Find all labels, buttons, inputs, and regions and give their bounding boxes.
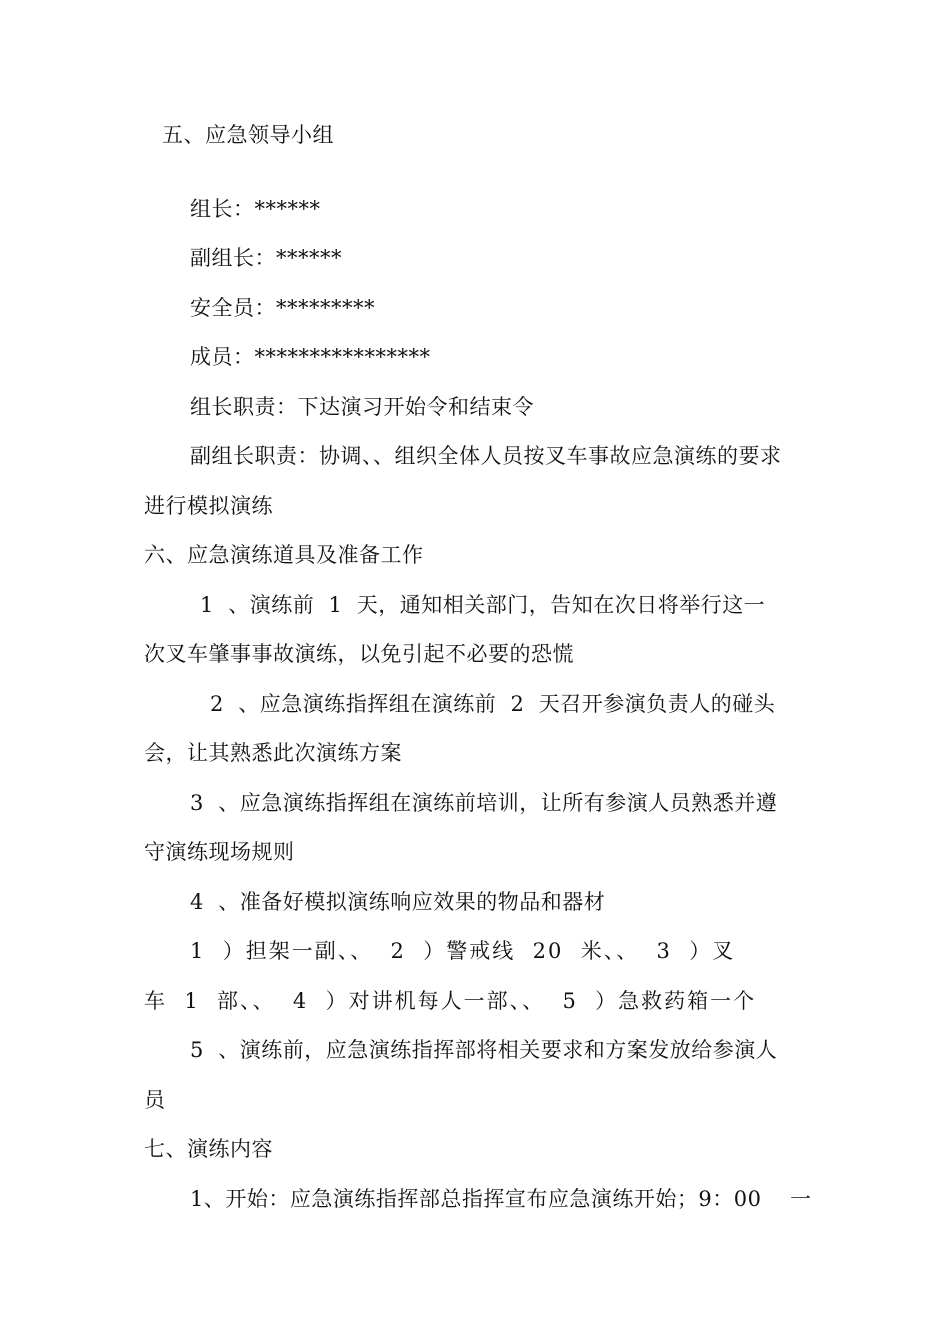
list-item: 3 、应急演练指挥组在演练前培训，让所有参演人员熟悉并遵 [190, 791, 778, 815]
list-item-cont: 守演练现场规则 [144, 840, 295, 864]
leader-duty-line: 组长职责：下达演习开始令和结束令 [190, 395, 534, 419]
list-item: 4 、准备好模拟演练响应效果的物品和器材 [190, 890, 606, 914]
content-item: 1、开始：应急演练指挥部总指挥宣布应急演练开始；9：00 一 [190, 1187, 812, 1211]
list-item-cont: 员 [144, 1088, 166, 1112]
section-heading: 六、应急演练道具及准备工作 [144, 543, 424, 567]
deputy-duty-line: 副组长职责：协调、、组织全体人员按叉车事故应急演练的要求 [190, 444, 782, 468]
safety-officer-line: 安全员：********* [190, 296, 375, 320]
list-item: 2 、应急演练指挥组在演练前 2 天召开参演负责人的碰头 [210, 692, 776, 716]
members-line: 成员：**************** [190, 345, 431, 369]
equipment-line: 1 ）担架一副、、 2 ）警戒线 20 米、、 3 ）叉 [190, 939, 736, 963]
list-item-cont: 会，让其熟悉此次演练方案 [144, 741, 402, 765]
deputy-duty-line-cont: 进行模拟演练 [144, 494, 273, 518]
list-item: 5 、演练前，应急演练指挥部将相关要求和方案发放给参演人 [190, 1038, 778, 1062]
deputy-leader-line: 副组长：****** [190, 246, 342, 270]
leader-line: 组长：****** [190, 197, 321, 221]
section-heading: 五、应急领导小组 [162, 123, 334, 147]
equipment-line-cont: 车 1 部、、 4 ）对讲机每人一部、、 5 ）急救药箱一个 [144, 989, 757, 1013]
list-item: 1 、演练前 1 天，通知相关部门，告知在次日将举行这一 [200, 593, 766, 617]
list-item-cont: 次叉车肇事事故演练，以免引起不必要的恐慌 [144, 642, 574, 666]
section-heading: 七、演练内容 [144, 1137, 273, 1161]
